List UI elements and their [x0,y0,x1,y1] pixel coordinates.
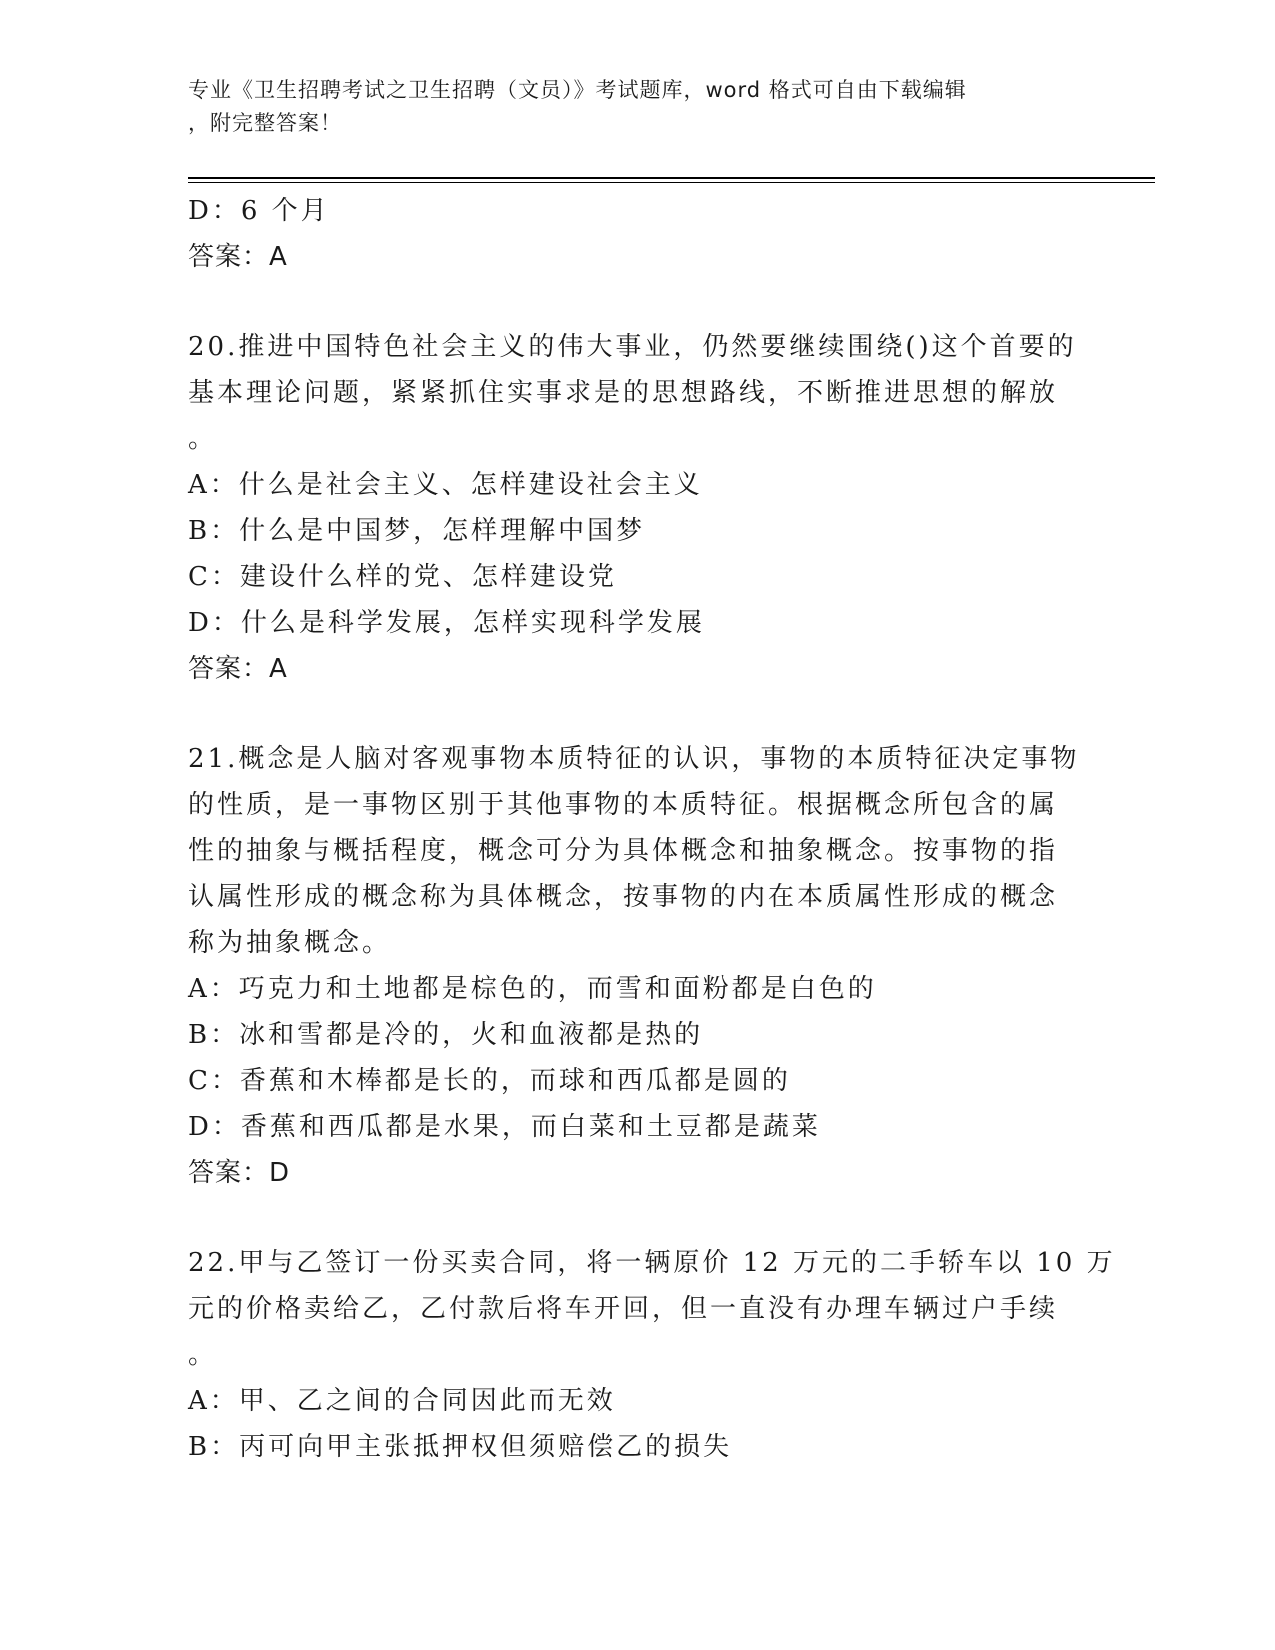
option-b: B：丙可向甲主张抵押权但须赔偿乙的损失 [188,1432,733,1462]
answer: 答案：A [188,654,288,684]
option-d: D：什么是科学发展，怎样实现科学发展 [188,608,705,638]
question-stem-line: 的性质，是一事物区别于其他事物的本质特征。根据概念所包含的属 [188,790,1059,820]
option-d: D：6 个月 [188,196,330,226]
header-rule [188,177,1155,179]
option-c: C：建设什么样的党、怎样建设党 [188,562,617,592]
question-stem-line: 22.甲与乙签订一份买卖合同，将一辆原价 12 万元的二手轿车以 10 万 [188,1248,1116,1278]
question-stem-line: 认属性形成的概念称为具体概念，按事物的内在本质属性形成的概念 [188,882,1059,912]
question-stem-line: 元的价格卖给乙，乙付款后将车开回，但一直没有办理车辆过户手续 [188,1294,1059,1324]
question-stem-line: 。 [188,1340,218,1370]
question-stem-line: 。 [188,424,218,454]
question-20 [188,324,1088,692]
header-line-1: 专业《卫生招聘考试之卫生招聘（文员）》考试题库，word 格式可自由下载编辑 [188,78,967,102]
question-stem-line: 20.推进中国特色社会主义的伟大事业，仍然要继续围绕()这个首要的 [188,332,1077,362]
option-a: A：什么是社会主义、怎样建设社会主义 [188,470,703,500]
question-stem-line: 性的抽象与概括程度，概念可分为具体概念和抽象概念。按事物的指 [188,836,1059,866]
document-body [188,188,1116,1470]
option-a: A：甲、乙之间的合同因此而无效 [188,1386,616,1416]
document-header [188,74,1088,140]
option-b: B：冰和雪都是冷的，火和血液都是热的 [188,1020,704,1050]
question-stem-line: 21.概念是人脑对客观事物本质特征的认识，事物的本质特征决定事物 [188,744,1080,774]
header-line-2: ，附完整答案！ [188,111,342,135]
option-a: A：巧克力和土地都是棕色的，而雪和面粉都是白色的 [188,974,877,1004]
question-stem-line: 称为抽象概念。 [188,928,392,958]
answer: 答案：A [188,242,288,272]
option-b: B：什么是中国梦，怎样理解中国梦 [188,516,646,546]
option-c: C：香蕉和木棒都是长的，而球和西瓜都是圆的 [188,1066,791,1096]
question-22 [188,1240,1116,1470]
question-21 [188,736,1088,1196]
header-rule-thin [188,182,1155,183]
previous-question-tail [188,188,1088,280]
answer: 答案：D [188,1158,291,1188]
option-d: D：香蕉和西瓜都是水果，而白菜和土豆都是蔬菜 [188,1112,821,1142]
question-stem-line: 基本理论问题，紧紧抓住实事求是的思想路线，不断推进思想的解放 [188,378,1059,408]
